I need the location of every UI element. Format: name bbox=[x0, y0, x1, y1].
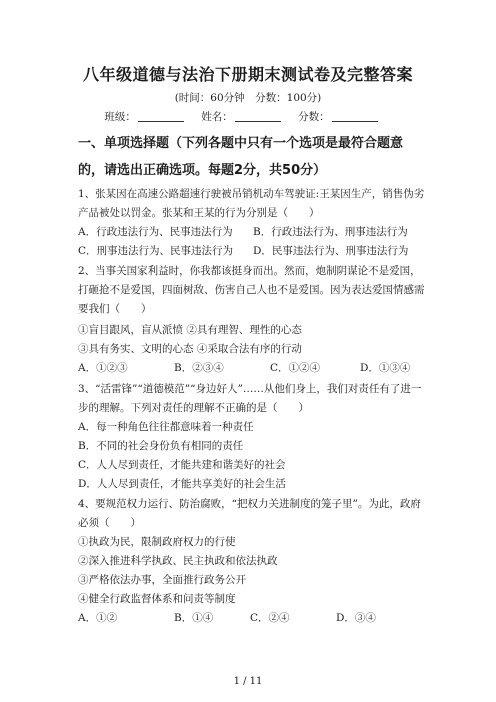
section-heading: 一、单项选择题（下列各题中只有一个选项是最符合题意的，请选出正确选项。每题2分，共50分） bbox=[78, 136, 404, 178]
class-label: 班级： bbox=[104, 111, 136, 123]
student-info-row bbox=[0, 109, 496, 124]
question-4-options bbox=[78, 610, 428, 625]
question-1-option-d: D．民事违法行为、刑事违法行为 bbox=[253, 245, 409, 257]
page-title: 八年级道德与法治下册期末测试卷及完整答案 bbox=[82, 65, 413, 84]
exam-time-score: (时间：60分钟 分数：100分) bbox=[174, 92, 322, 104]
question-1-stem: 1、张某因在高速公路超速行驶被吊销机动车驾驶证:王某因生产，销售伪劣产品被处以罚金。张某和王某的行为分别是（ ） bbox=[78, 188, 425, 219]
question-4-statement-3: ③严格依法办事，全面推行政务公开 bbox=[78, 574, 246, 586]
page-number: 1 / 11 bbox=[233, 676, 263, 687]
question-4-option-c: C．②④ bbox=[250, 612, 290, 624]
question-2-statement-1: ①盲目跟风，盲从派愤 ②具有理智、理性的心态 bbox=[78, 324, 302, 336]
question-3-option-a: A．每一种角色往往都意味着一种责任 bbox=[78, 421, 254, 433]
question-2-options bbox=[78, 360, 428, 375]
question-3-stem: 3、“活雷锋”“道德模范”“身边好人”……从他们身上，我们对责任有了进一步的理解。下列对责任的理解不正确的是（ ） bbox=[78, 383, 422, 414]
question-2-option-c: C．①②④ bbox=[270, 362, 321, 374]
question-1-option-b: B．行政违法行为、刑事违法行为 bbox=[253, 226, 408, 238]
question-4-statement-1: ①执政为民，限制政府权力的行使 bbox=[78, 536, 236, 548]
question-1-options-row2 bbox=[78, 243, 428, 258]
question-2-stem: 2、当事关国家利益时，你我都该挺身而出。然而，炮制阴谋论不是爱国，打砸抢不是爱国，四面树敌、伤害自己人也不是爱国。因为表达爱国情感需要我们（ ） bbox=[78, 265, 425, 315]
question-4-statement-4: ④健全行政监督体系和问责等制度 bbox=[78, 593, 236, 605]
question-2-option-b: B．②③④ bbox=[174, 362, 224, 374]
name-blank[interactable] bbox=[235, 121, 281, 122]
question-1-option-a: A．行政违法行为、民事违法行为 bbox=[78, 226, 233, 238]
question-3-option-c: C．人人尽到责任，才能共建和谐美好的社会 bbox=[78, 459, 286, 471]
score-blank[interactable] bbox=[332, 121, 378, 122]
class-blank[interactable] bbox=[138, 121, 184, 122]
question-1-option-c: C．刑事违法行为、民事违法行为 bbox=[78, 245, 234, 257]
question-4-option-b: B．①④ bbox=[174, 612, 214, 624]
question-3-option-b: B．不同的社会身份负有相同的责任 bbox=[78, 440, 244, 452]
score-label: 分数： bbox=[298, 111, 330, 123]
question-2-option-d: D．①③④ bbox=[360, 362, 411, 374]
question-2-option-a: A．①②③ bbox=[78, 362, 128, 374]
question-4-option-d: D．③④ bbox=[336, 612, 376, 624]
name-label: 姓名： bbox=[201, 111, 233, 123]
question-1-options-row1 bbox=[78, 224, 428, 239]
question-4-option-a: A．①② bbox=[78, 612, 118, 624]
question-2-statement-2: ③具有务实、文明的心态 ④采取合法有序的行动 bbox=[78, 343, 302, 355]
question-4-statement-2: ②深入推进科学执政、民主执政和依法执政 bbox=[78, 555, 278, 567]
question-3-option-d: D．人人尽到责任，才能共享美好的社会生活 bbox=[78, 478, 286, 490]
question-4-stem: 4、要规范权力运行、防治腐败，“把权力关进制度的笼子里”。为此，政府必须（ ） bbox=[78, 498, 421, 529]
